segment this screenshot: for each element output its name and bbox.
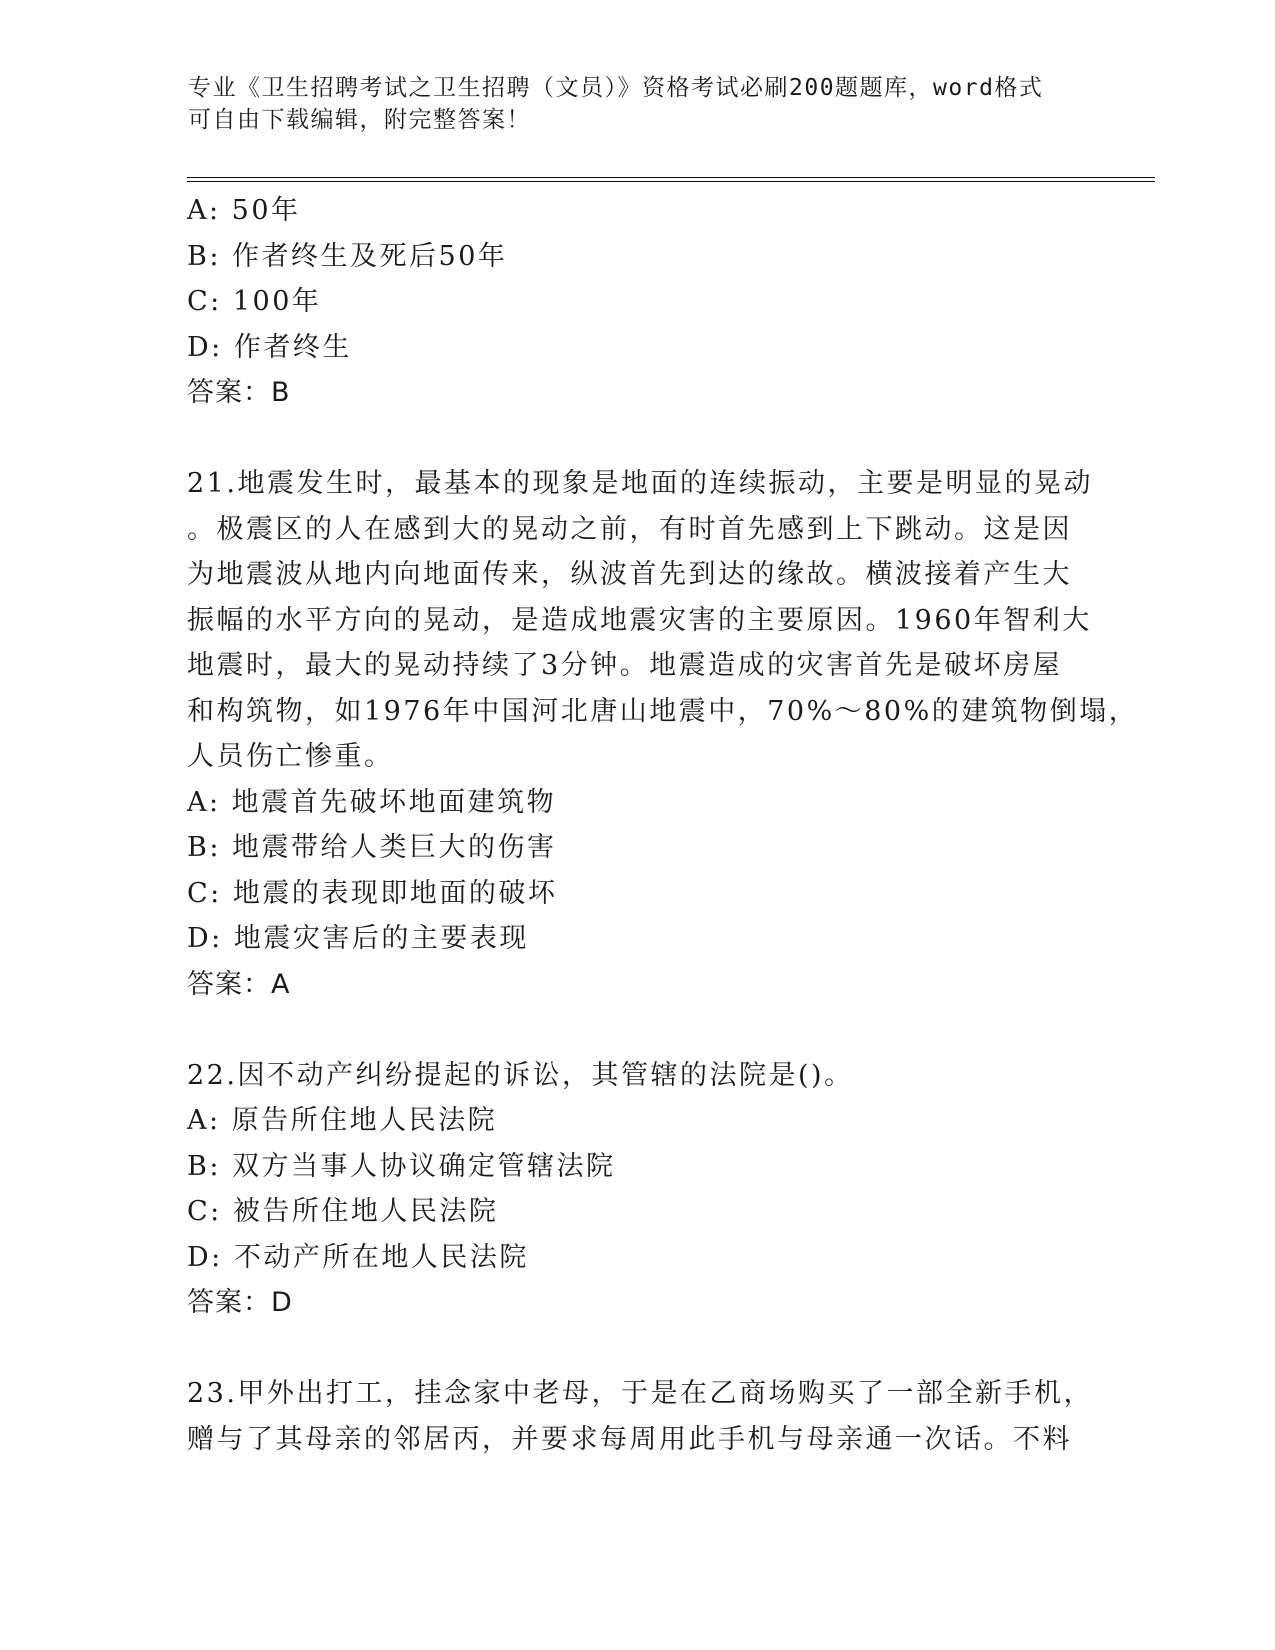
question-text-line: 23.甲外出打工，挂念家中老母，于是在乙商场购买了一部全新手机，	[187, 1378, 1093, 1409]
option-d: D: 作者终生	[187, 331, 352, 363]
answer-line: 答案：D	[187, 1287, 293, 1318]
option-a: A: 地震首先破坏地面建筑物	[187, 786, 557, 818]
header-line-1: 专业《卫生招聘考试之卫生招聘（文员）》资格考试必刷200题题库，word格式	[188, 75, 1044, 101]
header-divider-bottom	[187, 181, 1155, 182]
header-divider-top	[187, 177, 1155, 178]
question-20	[187, 188, 1087, 416]
option-b: B: 双方当事人协议确定管辖法院	[187, 1150, 616, 1182]
question-text-line: 21.地震发生时，最基本的现象是地面的连续振动，主要是明显的晃动	[187, 468, 1093, 499]
spacer	[187, 1007, 1087, 1053]
question-21	[187, 461, 1139, 1007]
option-c: C: 地震的表现即地面的破坏	[187, 877, 558, 909]
question-text-line: 22.因不动产纠纷提起的诉讼，其管辖的法院是()。	[187, 1059, 854, 1091]
option-a: A: 原告所住地人民法院	[187, 1105, 498, 1136]
question-23	[187, 1371, 1093, 1462]
question-text-line: 振幅的水平方向的晃动，是造成地震灾害的主要原因。1960年智利大	[187, 604, 1092, 636]
option-d: D: 地震灾害后的主要表现	[187, 923, 529, 954]
question-content	[187, 188, 1139, 1462]
spacer	[187, 1326, 1087, 1372]
answer-line: 答案：B	[187, 377, 291, 408]
question-text-line: 和构筑物，如1976年中国河北唐山地震中，70%～80%的建筑物倒塌，	[187, 695, 1139, 727]
question-text-line: 为地震波从地内向地面传来，纵波首先到达的缘故。横波接着产生大	[187, 559, 1072, 590]
header-line-2: 可自由下载编辑，附完整答案！	[188, 107, 531, 133]
question-text-line: 。极震区的人在感到大的晃动之前，有时首先感到上下跳动。这是因	[187, 513, 1072, 545]
option-d: D: 不动产所在地人民法院	[187, 1241, 529, 1273]
option-b: B: 作者终生及死后50年	[187, 240, 508, 272]
spacer	[187, 416, 1087, 462]
option-c: C: 100年	[187, 286, 322, 317]
page-header	[188, 72, 1068, 136]
question-22	[187, 1053, 1087, 1326]
option-a: A: 50年	[187, 195, 301, 226]
option-c: C: 被告所住地人民法院	[187, 1196, 499, 1227]
question-text-line: 人员伤亡惨重。	[187, 741, 394, 772]
option-b: B: 地震带给人类巨大的伤害	[187, 832, 557, 863]
question-text-line: 地震时，最大的晃动持续了3分钟。地震造成的灾害首先是破坏房屋	[187, 650, 1063, 681]
question-text-line: 赠与了其母亲的邻居丙，并要求每周用此手机与母亲通一次话。不料	[187, 1423, 1072, 1455]
answer-line: 答案：A	[187, 968, 291, 1000]
